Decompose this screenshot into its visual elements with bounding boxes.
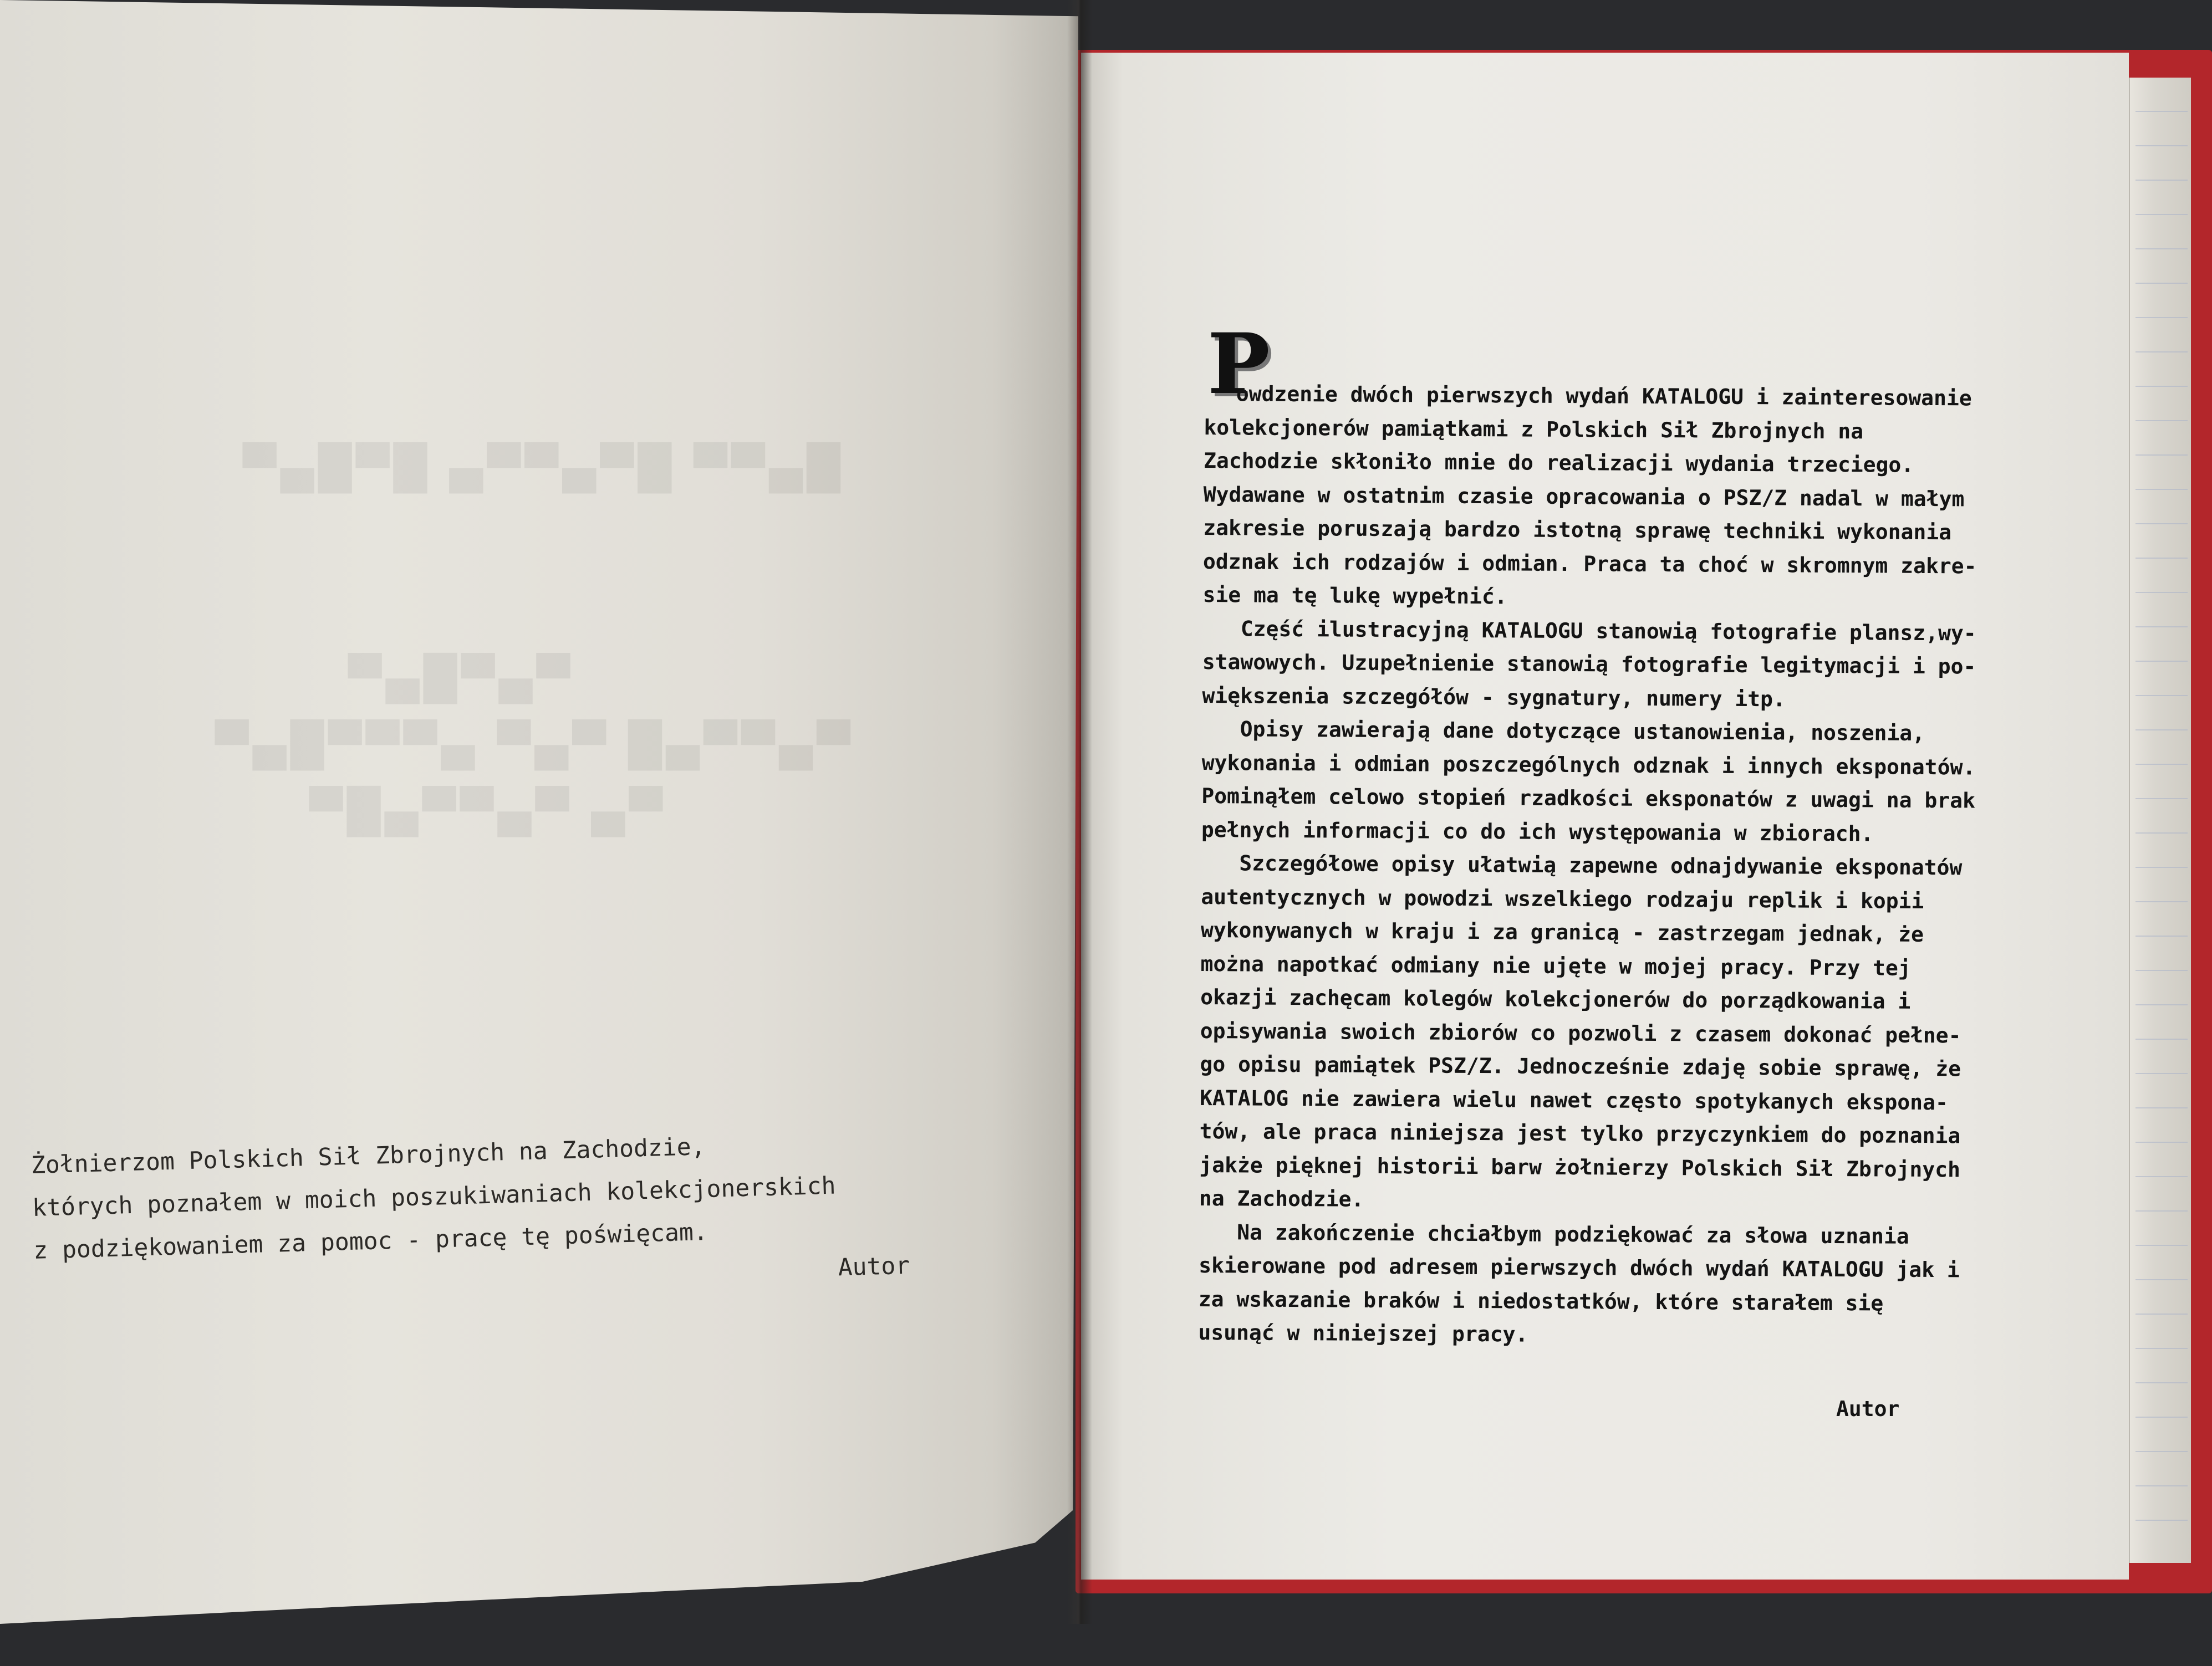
preface-line: skierowane pod adresem pierwszych dwóch wydań KATALOGU jak i: [1199, 1253, 1960, 1282]
page-edge-rule: [2135, 901, 2188, 902]
page-edge-rule: [2135, 317, 2188, 318]
page-edge-rule: [2135, 351, 2188, 352]
dedication-line: Żołnierzom Polskich Sił Zbrojnych na Zachodzie,: [30, 1133, 706, 1179]
page-edge-rule: [2135, 729, 2188, 730]
preface-line: wykonywanych w kraju i za granicą - zastrzegam jednak, że: [1200, 917, 1924, 947]
book-gutter: [1067, 0, 1092, 1624]
preface-line: odznak ich rodzajów i odmian. Praca ta choć w skromnym zakre-: [1202, 549, 1977, 579]
preface-line: za wskazanie braków i niedostatków, które starałem się: [1198, 1286, 1884, 1316]
page-edge-rule: [2135, 936, 2188, 937]
page-edge-rule: [2135, 867, 2188, 868]
preface-line: sie ma tę lukę wypełnić.: [1202, 582, 1507, 609]
page-edge-rule: [2135, 180, 2188, 181]
dedication-author: Autor: [838, 1251, 910, 1282]
preface-line: pełnych informacji co do ich występowania w zbiorach.: [1201, 817, 1874, 846]
page-edge-rule: [2135, 1279, 2188, 1280]
page-edge-rule: [2135, 1210, 2188, 1212]
page-edge-rule: [2135, 111, 2188, 112]
show-through-shadow: █▄▀▀ █▀▄▀▀▄ █▀█▄▀: [238, 443, 840, 493]
preface-line: go opisu pamiątek PSZ/Z. Jednocześnie zdaję sobie sprawę, że: [1200, 1051, 1961, 1081]
preface-line: okazji zachęcam kolegów kolekcjonerów do porządkowania i: [1200, 984, 1911, 1014]
page-edge-rule: [2135, 214, 2188, 215]
page-edge-rule: [2135, 283, 2188, 284]
preface-line: Szczegółowe opisy ułatwią zapewne odnajdywanie eksponatów: [1201, 850, 1963, 880]
page-edge-rule: [2135, 454, 2188, 456]
dedication-line: z podziękowaniem za pomoc - pracę tę poświęcam.: [33, 1218, 709, 1265]
preface-line: jakże pięknej historii barw żołnierzy Polskich Sił Zbrojnych: [1199, 1152, 1961, 1182]
page-edge-rule: [2135, 1520, 2188, 1521]
preface-line: usunąć w niniejszej pracy.: [1198, 1320, 1528, 1347]
page-edge-rule: [2135, 558, 2188, 559]
page-edge-rule: [2135, 489, 2188, 490]
page-edge-rule: [2135, 695, 2188, 696]
show-through-shadow: ▀▄▀█▄▀: [344, 654, 570, 704]
preface-line: Wydawane w ostatnim czasie opracowania o PSZ/Z nadal w małym: [1203, 482, 1965, 511]
preface-text: [1198, 377, 2052, 1355]
page-edge-rule: [2135, 592, 2188, 593]
page-edge-rule: [2135, 1176, 2188, 1177]
preface-line: na Zachodzie.: [1199, 1185, 1364, 1212]
preface-line: owdzenie dwóch pierwszych wydań KATALOGU i zainteresowanie: [1236, 381, 1972, 411]
page-edge-rule: [2135, 1073, 2188, 1074]
preface-line: Opisy zawierają dane dotyczące ustanowienia, noszenia,: [1201, 716, 1925, 745]
page-edge-rule: [2135, 523, 2188, 524]
page-stack-edge: [2129, 78, 2191, 1563]
preface-line: większenia szczegółów - sygnatury, numery itp.: [1202, 683, 1786, 711]
page-edge-rule: [2135, 764, 2188, 765]
preface-line: tów, ale praca niniejsza jest tylko przyczynkiem do poznania: [1199, 1118, 1961, 1148]
page-edge-rule: [2135, 1107, 2188, 1108]
preface-line: Na zakończenie chciałbym podziękować za słowa uznania: [1199, 1219, 1909, 1249]
show-through-shadow: ▀▄▀▀▄█ ▀▄▀ ▄▀▀▀█▄▀: [211, 720, 850, 770]
page-edge-rule: [2135, 248, 2188, 249]
preface-line: można napotkać odmiany nie ujęte w mojej pracy. Przy tej: [1200, 951, 1911, 980]
page-edge-rule: [2135, 420, 2188, 421]
preface-line: wykonania i odmian poszczególnych odznak i innych eksponatów.: [1201, 750, 1976, 780]
page-edge-rule: [2135, 1004, 2188, 1005]
preface-line: zakresie poruszają bardzo istotną sprawę techniki wykonania: [1203, 515, 1952, 545]
dedication-block: [30, 1118, 977, 1312]
page-edge-rule: [2135, 626, 2188, 627]
preface-line: opisywania swoich zbiorów co pozwoli z czasem dokonać pełne-: [1200, 1018, 1961, 1047]
preface-line: stawowych. Uzupełnienie stanowią fotografie legitymacji i po-: [1202, 649, 1976, 679]
page-edge-rule: [2135, 970, 2188, 971]
page-edge-rule: [2135, 386, 2188, 387]
page-edge-rule: [2135, 145, 2188, 146]
preface-line: KATALOG nie zawiera wielu nawet często spotykanych ekspona-: [1199, 1085, 1948, 1115]
page-edge-rule: [2135, 1142, 2188, 1143]
page-edge-rule: [2135, 1245, 2188, 1246]
page-edge-rule: [2135, 661, 2188, 662]
page-edge-rule: [2135, 1485, 2188, 1486]
page-edge-rule: [2135, 1314, 2188, 1315]
page-edge-rule: [2135, 1417, 2188, 1418]
preface-line: Część ilustracyjną KATALOGU stanowią fotografie plansz,wy-: [1202, 616, 1976, 646]
page-edge-rule: [2135, 1451, 2188, 1452]
page-edge-rule: [2135, 798, 2188, 799]
page-edge-rule: [2135, 1382, 2188, 1383]
preface-author: Autor: [1836, 1397, 1900, 1421]
page-edge-rule: [2135, 1039, 2188, 1040]
preface-line: autentycznych w powodzi wszelkiego rodzaju replik i kopii: [1201, 884, 1924, 913]
dedication-line: których poznałem w moich poszukiwaniach kolekcjonerskich: [32, 1172, 837, 1222]
preface-line: kolekcjonerów pamiątkami z Polskich Sił Zbrojnych na: [1204, 415, 1864, 443]
page-edge-rule: [2135, 1348, 2188, 1349]
preface-line: Zachodzie skłoniło mnie do realizacji wydania trzeciego.: [1203, 448, 1914, 477]
show-through-shadow: ▀▄ ▀▄▀▀▄█▀: [305, 787, 662, 837]
preface-line: Pominąłem celowo stopień rzadkości eksponatów z uwagi na brak: [1201, 783, 1976, 813]
drop-cap-letter: P: [1207, 315, 1270, 413]
page-edge-rule: [2135, 832, 2188, 834]
